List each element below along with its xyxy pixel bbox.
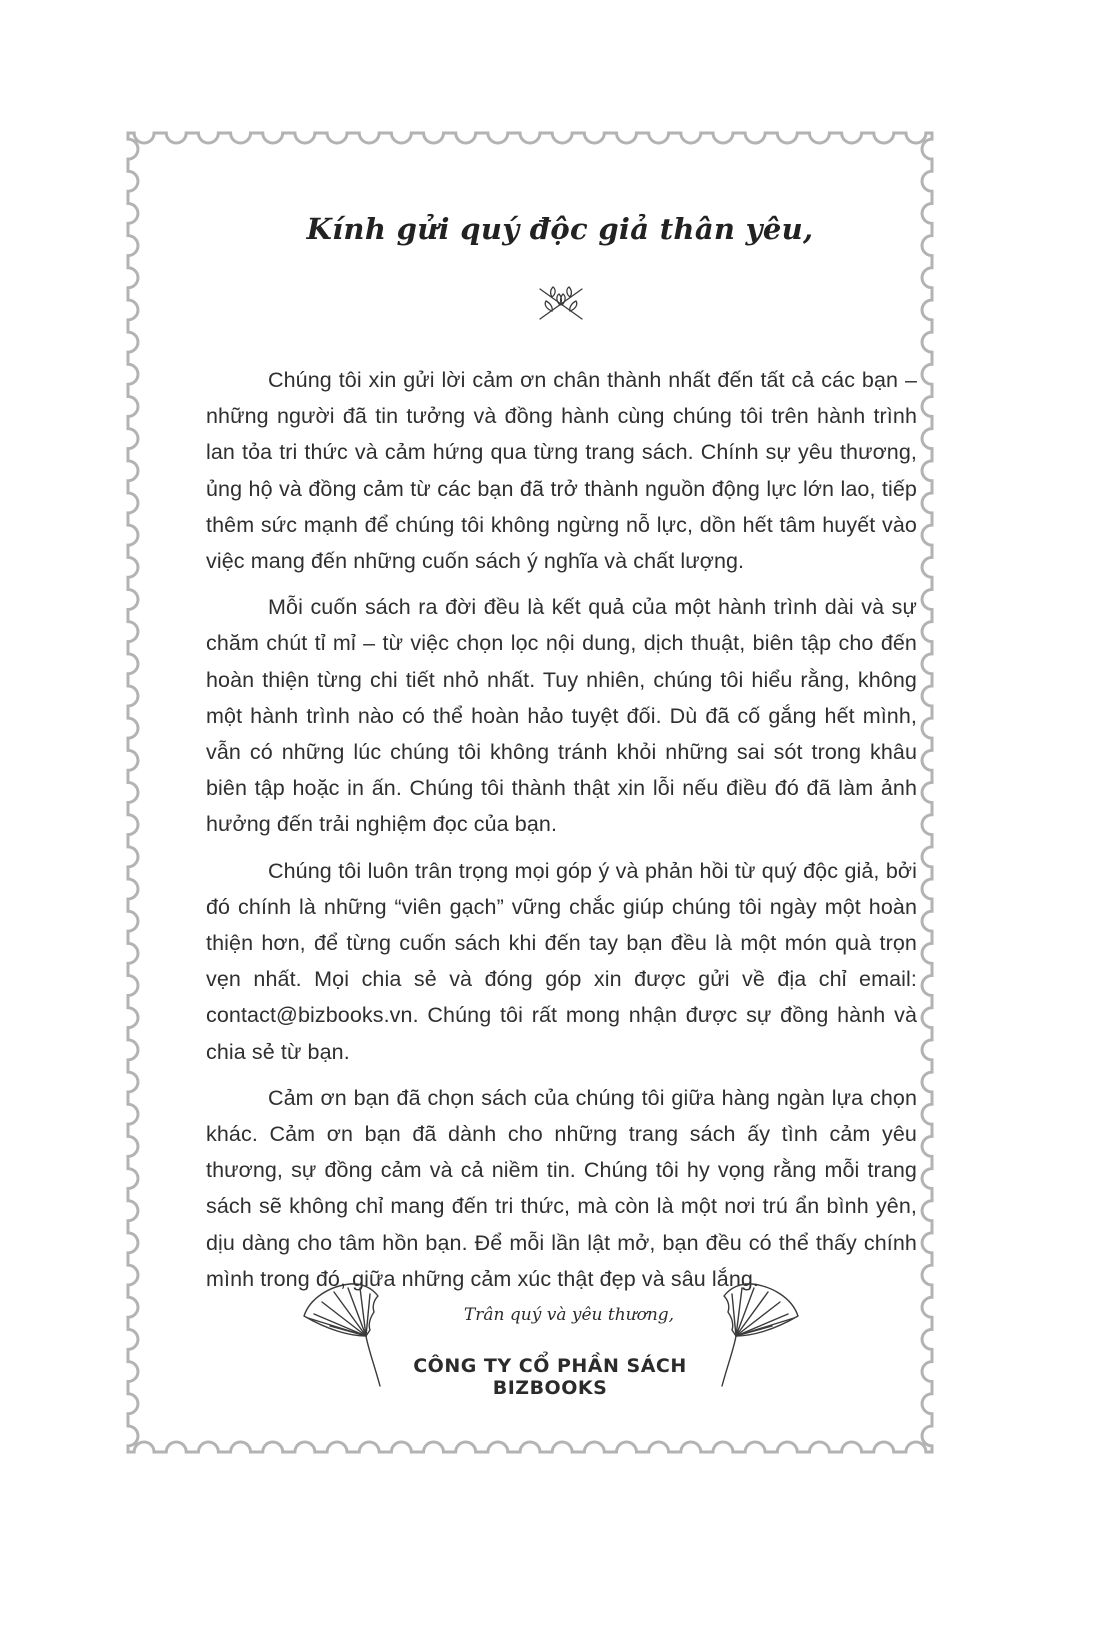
paragraph-2: Mỗi cuốn sách ra đời đều là kết quả của một hành trình dài và sự chăm chút tỉ mỉ – từ việc chọn lọc nội dung, dịch thuật, biên tập cho đến hoàn thiện từng chi tiết nhỏ nhất. Tuy nhiên, chúng tôi hiểu rằng, không một hành trình nào có thể hoàn hảo tuyệt đối. Dù đã cố gắng hết mình, vẫn có những lúc chúng tôi không tránh khỏi những sai sót trong khâu biên tập hoặc in ấn. Chúng tôi thành thật xin lỗi nếu điều đó đã làm ảnh hưởng đến trải nghiệm đọc của bạn. <box>206 595 917 837</box>
letter-body <box>206 362 917 1307</box>
sprig-icon <box>530 283 592 323</box>
closing-line: Trân quý và yêu thương, <box>463 1305 675 1325</box>
company-signature: CÔNG TY CỔ PHẦN SÁCH BIZBOOKS <box>413 1355 687 1399</box>
letter-heading: Kính gửi quý độc giả thân yêu, <box>306 212 814 246</box>
ginkgo-leaf-right-icon <box>682 1278 802 1390</box>
paragraph-1: Chúng tôi xin gửi lời cảm ơn chân thành nhất đến tất cả các bạn – những người đã tin tưởng và đồng hành cùng chúng tôi trên hành trình lan tỏa tri thức và cảm hứng qua từng trang sách. Chính sự yêu thương, ủng hộ và đồng cảm từ các bạn đã trở thành nguồn động lực lớn lao, tiếp thêm sức mạnh để chúng tôi không ngừng nỗ lực, dồn hết tâm huyết vào việc mang đến những cuốn sách ý nghĩa và chất lượng. <box>206 368 917 574</box>
paragraph-4: Cảm ơn bạn đã chọn sách của chúng tôi giữa hàng ngàn lựa chọn khác. Cảm ơn bạn đã dành cho những trang sách ấy tình cảm yêu thương, sự đồng cảm và cả niềm tin. Chúng tôi hy vọng rằng mỗi trang sách sẽ không chỉ mang đến tri thức, mà còn là một nơi trú ẩn bình yên, dịu dàng cho tâm hồn bạn. Để mỗi lần lật mở, bạn đều có thể thấy chính mình trong đó, giữa những cảm xúc thật đẹp và sâu lắng. <box>206 1085 917 1291</box>
paragraph-3: Chúng tôi luôn trân trọng mọi góp ý và phản hồi từ quý độc giả, bởi đó chính là những “viên gạch” vững chắc giúp chúng tôi ngày một hoàn thiện hơn, để từng cuốn sách khi đến tay bạn đều là một món quà trọn vẹn nhất. Mọi chia sẻ và đóng góp xin được gửi về địa chỉ email: contact@bizbooks.vn. Chúng tôi rất mong nhận được sự đồng hành và chia sẻ từ bạn. <box>206 858 917 1064</box>
